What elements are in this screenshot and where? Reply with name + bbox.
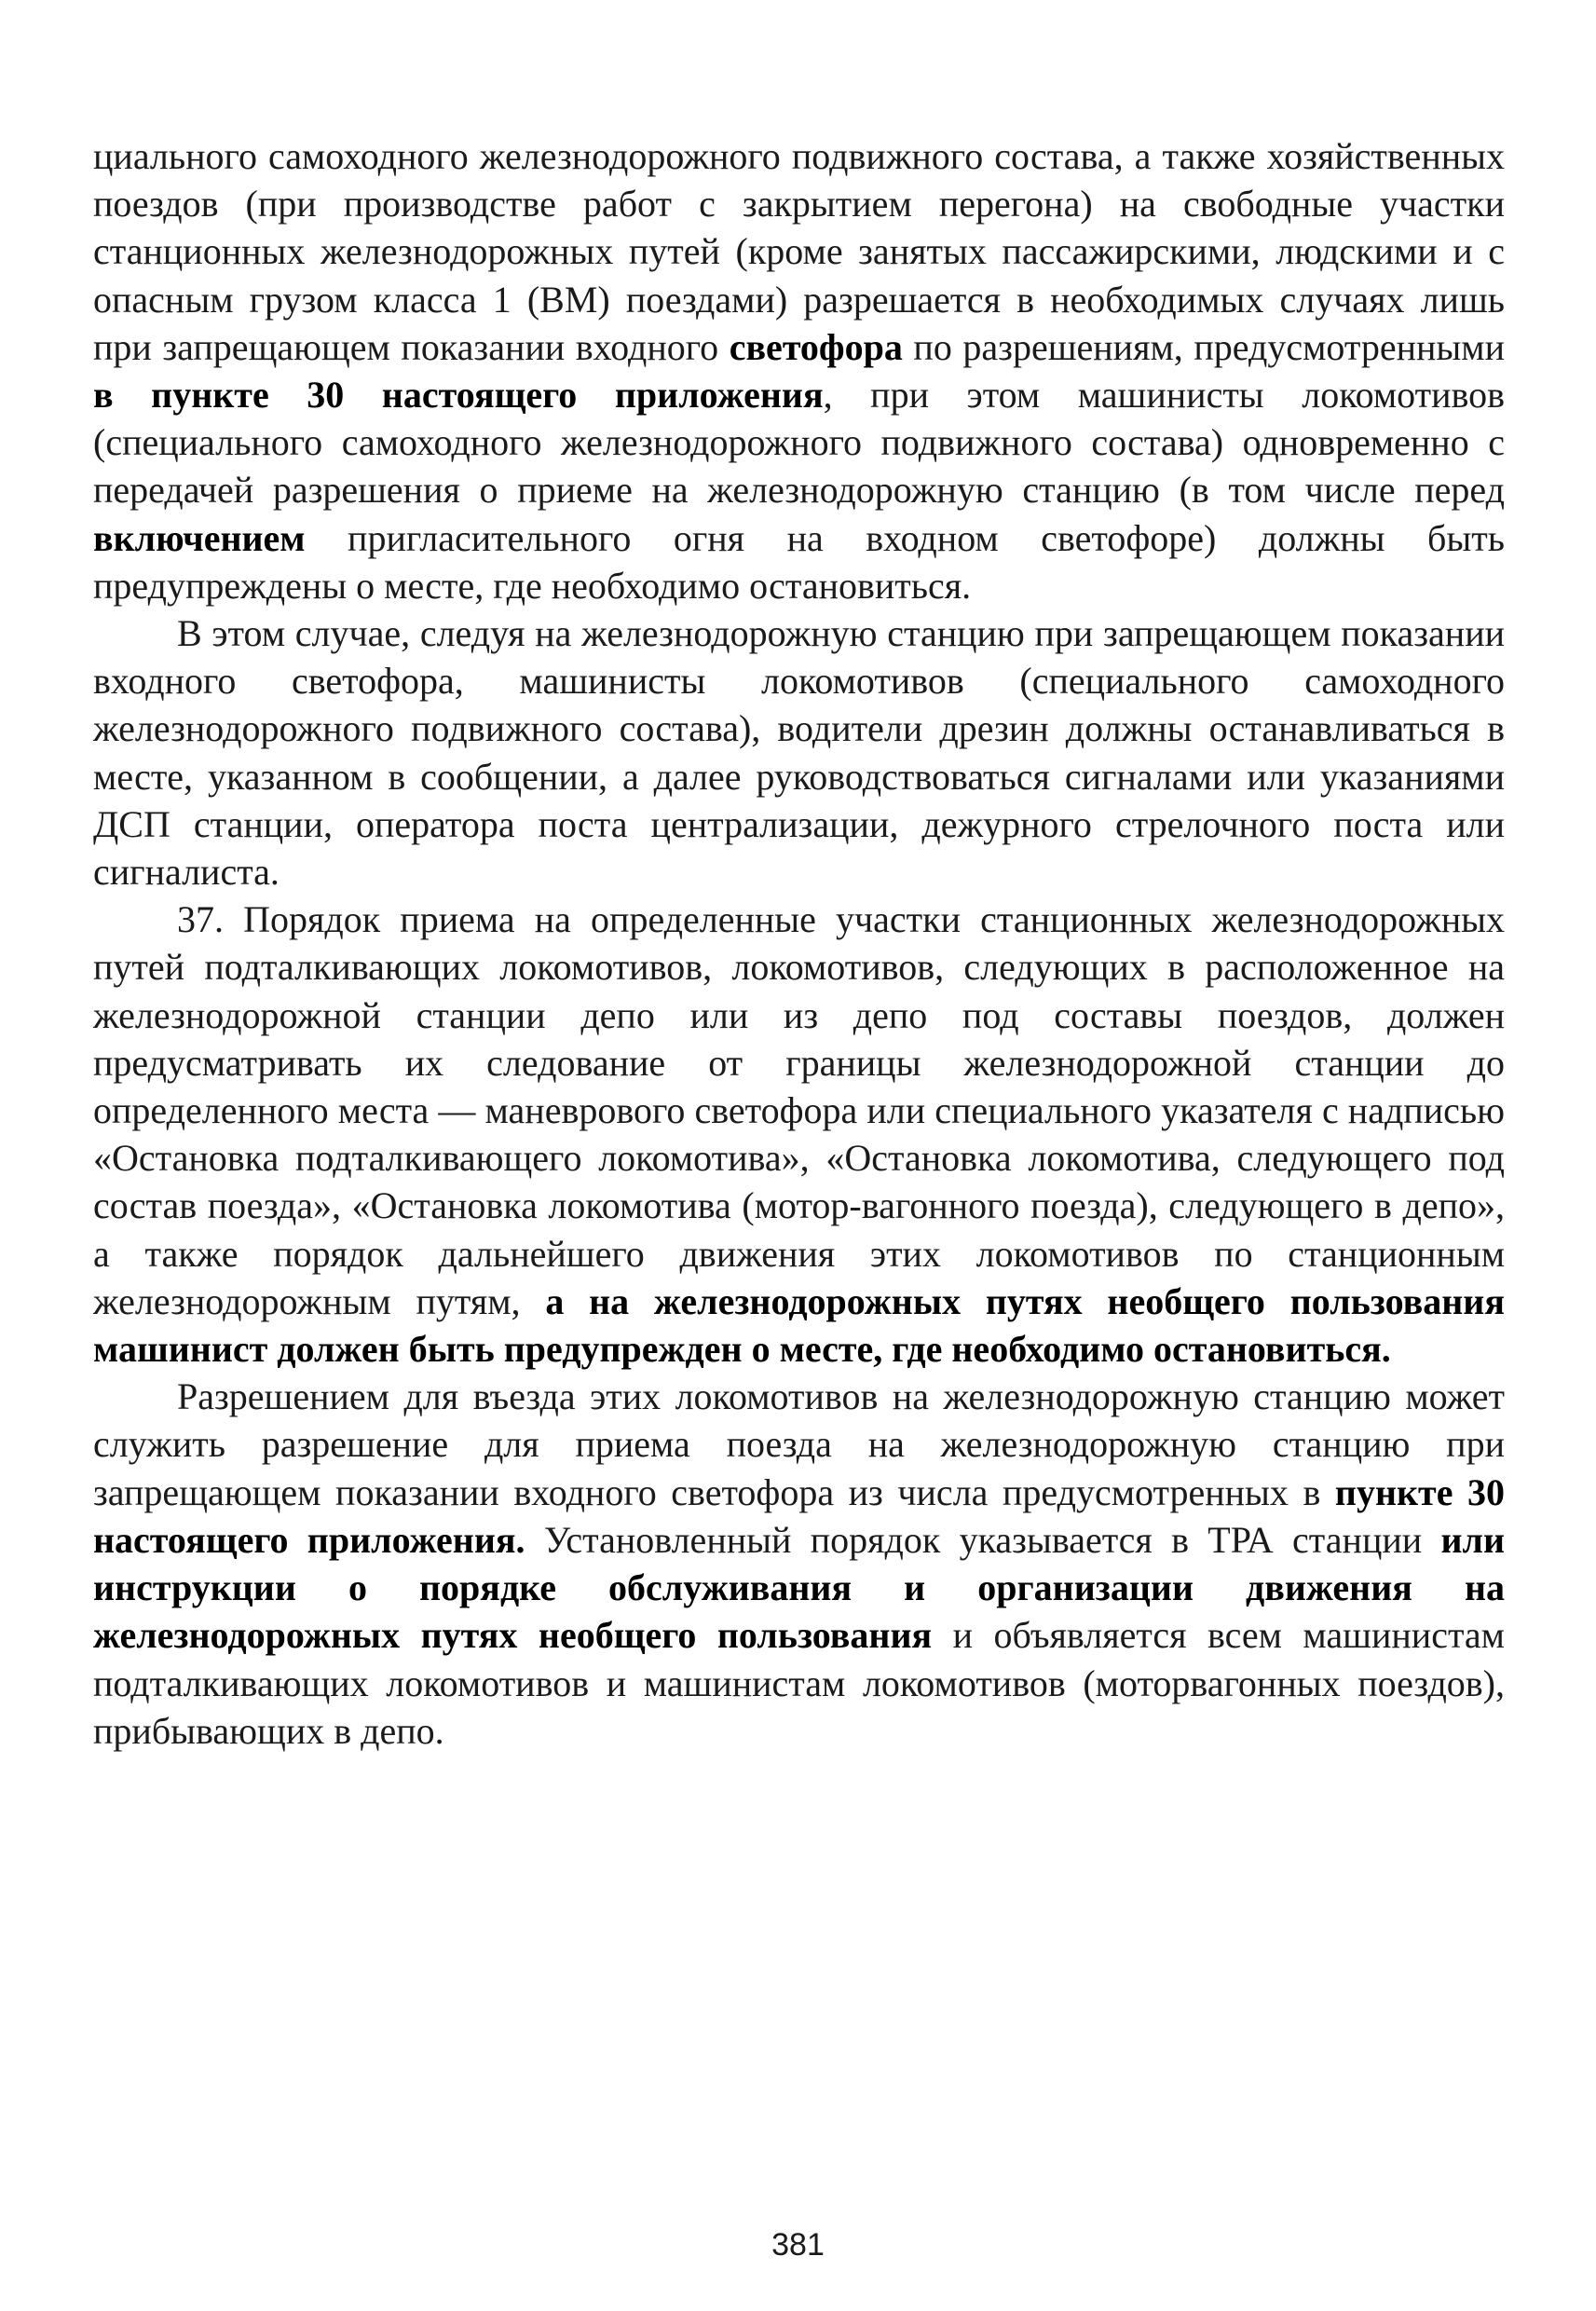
bold-text-run: светофора <box>729 325 903 368</box>
text-run: пригласительного огня на входном светофоре) должны быть предупреждены о месте, где необходимо остановиться. <box>93 516 1505 607</box>
bold-text-run: пункте 30 настоящего приложения. <box>93 1470 1506 1561</box>
text-run: и объявляется всем машинистам подталкивающих локомотивов и машинистам локомотивов (моторвагонных поездов), прибывающих в депо. <box>93 1614 1505 1752</box>
bold-text-run: а на железнодорожных путях необщего пользования машинист должен быть предупрежден о месте, где необходимо остановиться. <box>93 1279 1505 1371</box>
text-run: В этом случае, следуя на железнодорожную станцию при запрещающем показании входного светофора, машинисты локомотивов (специального самоходного железнодорожного подвижного состава), водители дрезин должны останавливаться в месте, указанном в сообщении, а далее руководствоваться сигналами или указаниями ДСП станции, оператора поста централизации, дежурного стрелочного поста или сигналиста. <box>93 612 1505 894</box>
page-body <box>93 132 1505 1755</box>
bold-text-run: в пункте 30 настоящего приложения <box>93 374 824 417</box>
paragraph <box>93 1373 1505 1755</box>
paragraph <box>93 896 1505 1373</box>
text-run: Установленный порядок указывается в ТРА станции <box>525 1518 1441 1561</box>
text-run: , при этом машинисты локомотивов (специального самоходного железнодорожного подвижного состава) одновременно с передачей разрешения о приеме на железнодорожную станцию (в том числе перед <box>93 374 1505 512</box>
bold-text-run: включением <box>93 516 306 559</box>
text-run: Разрешением для въезда этих локомотивов на железнодорожную станцию может служить разрешение для приема поезда на железнодорожную станцию при запрещающем показании входного светофора из числа предусмотренных в <box>93 1375 1505 1513</box>
text-run: по разрешениям, предусмотренными <box>902 325 1505 368</box>
bold-text-run: или инструкции о порядке обслуживания и организации движения на железнодорожных путях необщего пользования <box>93 1518 1505 1657</box>
text-run: 37. Порядок приема на определенные участки станционных железнодорожных путей подталкивающих локомотивов, локомотивов, следующих в расположенное на железнодорожной станции депо или из депо под составы поездов, должен предусматривать их следование от границы железнодорожной станции до определенного места — маневрового светофора или специального указателя с надписью «Остановка подталкивающего локомотива», «Остановка локомотива, следующего под состав поезда», «Остановка локомотива (мотор-вагонного поезда), следующего в депо», а также порядок дальнейшего движения этих локомотивов по станционным железнодорожным путям, <box>93 898 1505 1322</box>
page-number: 381 <box>771 2227 825 2263</box>
text-run: циального самоходного железнодорожного подвижного состава, а также хозяйственных поездов (при производстве работ с закрытием перегона) на свободные участки станционных железнодорожных путей (кроме занятых пассажирскими, людскими и с опасным грузом класса 1 (ВМ) поездами) разрешается в необходимых случаях лишь при запрещающем показании входного <box>93 135 1505 368</box>
paragraph <box>93 609 1505 896</box>
paragraph <box>93 132 1505 609</box>
